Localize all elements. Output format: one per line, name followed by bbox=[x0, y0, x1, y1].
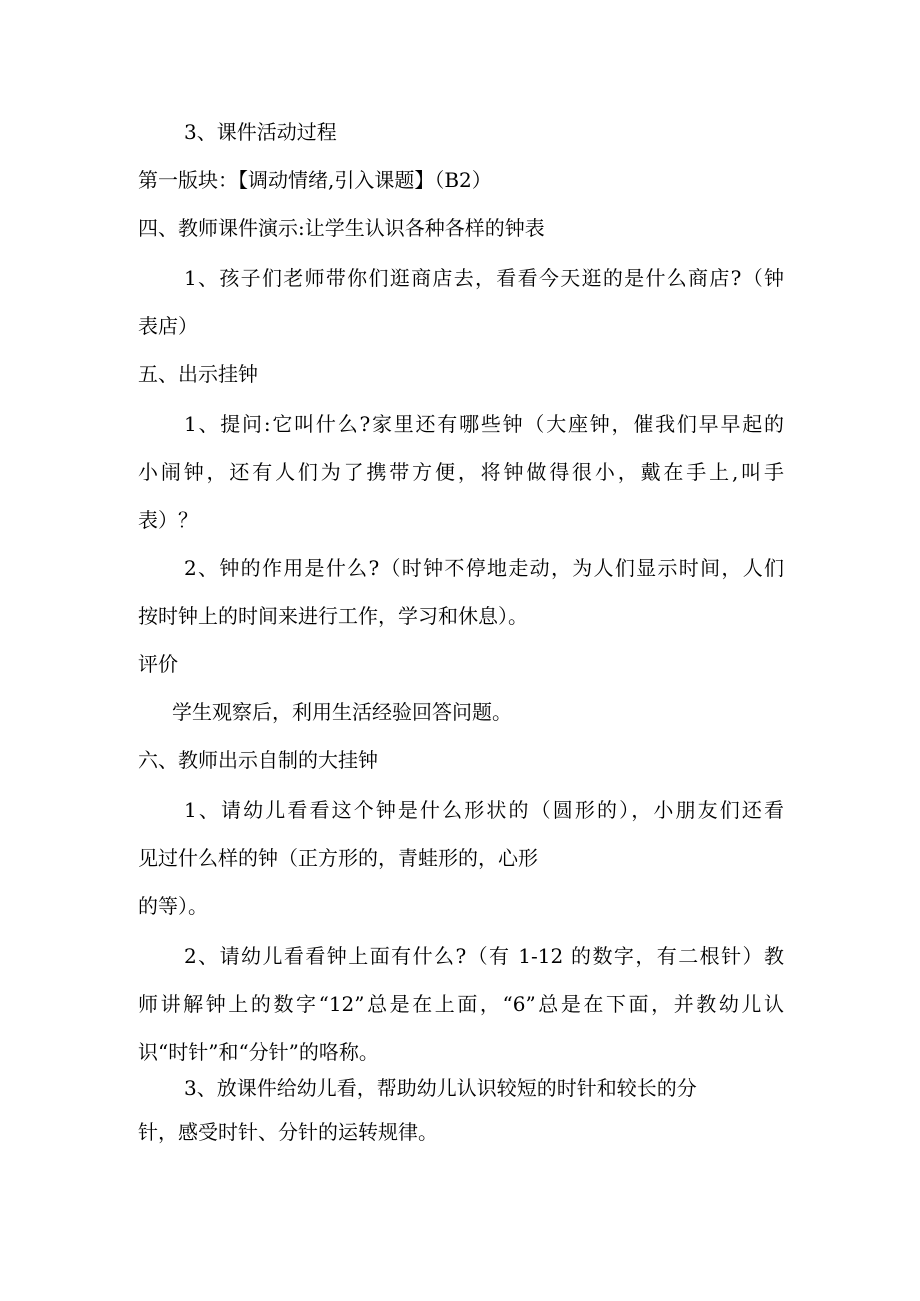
paragraph-line: 1、孩子们老师带你们逛商店去，看看今天逛的是什么商店?（钟 bbox=[184, 266, 784, 290]
paragraph-line: 1、请幼儿看看这个钟是什么形状的（圆形的），小朋友们还看 bbox=[184, 798, 784, 822]
paragraph-line: 2、请幼儿看看钟上面有什么?（有 1-12 的数字，有二根针）教 bbox=[184, 944, 784, 968]
paragraph-line: 小闹钟，还有人们为了携带方便，将钟做得很小，戴在手上,叫手 bbox=[138, 460, 784, 484]
paragraph-line: 2、钟的作用是什么?（时钟不停地走动，为人们显示时间，人们 bbox=[184, 556, 784, 580]
paragraph-line: 师讲解钟上的数字“12”总是在上面，“6”总是在下面，并教幼儿认 bbox=[138, 992, 784, 1016]
section-four-heading: 四、教师课件演示:让学生认识各种各样的钟表 bbox=[138, 216, 545, 240]
step-heading: 3、课件活动过程 bbox=[184, 120, 337, 144]
section-five-heading: 五、出示挂钟 bbox=[138, 362, 258, 386]
paragraph-line: 1、提问:它叫什么?家里还有哪些钟（大座钟，催我们早早起的 bbox=[184, 412, 784, 436]
paragraph-line: 识“时针”和“分针”的咯称。 bbox=[138, 1040, 379, 1064]
paragraph-line: 的等）。 bbox=[138, 894, 208, 918]
paragraph-line: 见过什么样的钟（正方形的，青蛙形的，心形 bbox=[138, 846, 538, 870]
paragraph-line: 按时钟上的时间来进行工作，学习和休息）。 bbox=[138, 604, 528, 628]
section-six-heading: 六、教师出示自制的大挂钟 bbox=[138, 748, 378, 772]
paragraph-line: 表店） bbox=[138, 314, 198, 338]
paragraph-line: 3、放课件给幼儿看，帮助幼儿认识较短的时针和较长的分 bbox=[184, 1076, 697, 1100]
evaluation-heading: 评价 bbox=[138, 652, 178, 676]
paragraph-line: 针，感受时针、分针的运转规律。 bbox=[138, 1120, 438, 1144]
paragraph-line: 学生观察后，利用生活经验回答问题。 bbox=[172, 700, 512, 724]
section-one-heading: 第一版块：【调动情绪,引入课题】（B2） bbox=[138, 168, 492, 192]
paragraph-line: 表）？ bbox=[138, 508, 198, 532]
